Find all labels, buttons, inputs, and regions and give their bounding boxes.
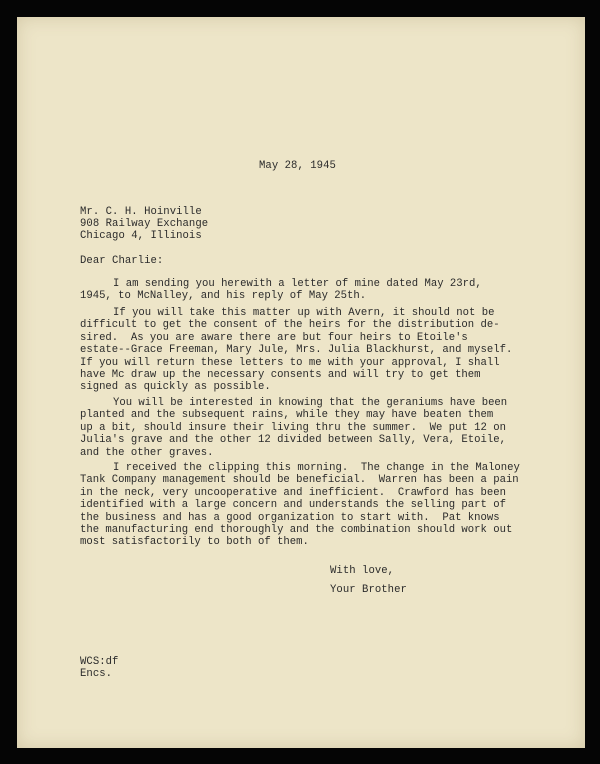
paragraph-line: If you will take this matter up with Avern, it should not be (113, 307, 495, 319)
paragraph-4 (80, 462, 550, 549)
paragraph-line: Tank Company management should be beneficial. Warren has been a pain (80, 474, 519, 487)
paragraph-line: have Mc draw up the necessary consents and will try to get them (80, 369, 481, 382)
paragraph-line: estate--Grace Freeman, Mary Jule, Mrs. Julia Blackhurst, and myself. (80, 344, 513, 357)
paragraph-line: 1945, to McNalley, and his reply of May 25th. (80, 290, 367, 303)
recipient-city: Chicago 4, Illinois (80, 230, 202, 242)
paragraph-line: difficult to get the consent of the heirs for the distribution de- (80, 319, 500, 332)
paragraph-line: sired. As you are aware there are but four heirs to Etoile's (80, 331, 468, 344)
paragraph-line: I received the clipping this morning. The change in the Maloney (113, 462, 520, 474)
paragraph-line: the business and has a good organization to start with. Pat knows (80, 511, 500, 524)
paragraph-line: and the other graves. (80, 446, 214, 459)
paragraph-3 (80, 397, 550, 459)
letter-date: May 28, 1945 (259, 160, 336, 172)
paragraph-line: up a bit, should insure their living thru the summer. We put 12 on (80, 421, 506, 434)
paragraph-line: planted and the subsequent rains, while they may have beaten them (80, 409, 494, 422)
paragraph-line: in the neck, very uncooperative and inefficient. Crawford has been (80, 486, 506, 499)
paragraph-line: identified with a large concern and understands the selling part of (80, 499, 506, 512)
paragraph-line: Julia's grave and the other 12 divided between Sally, Vera, Etoile, (80, 434, 506, 447)
paragraph-line: I am sending you herewith a letter of mine dated May 23rd, (113, 278, 482, 290)
paragraph-line: signed as quickly as possible. (80, 381, 271, 394)
salutation: Dear Charlie: (80, 255, 164, 267)
paragraph-line: the manufacturing end thoroughly and the combination should work out (80, 524, 513, 537)
recipient-name: Mr. C. H. Hoinville (80, 206, 202, 218)
closing: With love, (330, 565, 395, 577)
recipient-street: 908 Railway Exchange (80, 218, 209, 230)
paragraph-1 (80, 278, 550, 303)
signature: Your Brother (330, 584, 407, 596)
paragraph-line: If you will return these letters to me with your approval, I shall (80, 356, 500, 369)
paragraph-2 (80, 307, 550, 394)
paragraph-line: You will be interested in knowing that the geraniums have been (113, 397, 508, 409)
enclosures-note: Encs. (80, 668, 113, 680)
paragraph-line: most satisfactorily to both of them. (80, 536, 309, 549)
typist-initials: WCS:df (80, 656, 119, 668)
